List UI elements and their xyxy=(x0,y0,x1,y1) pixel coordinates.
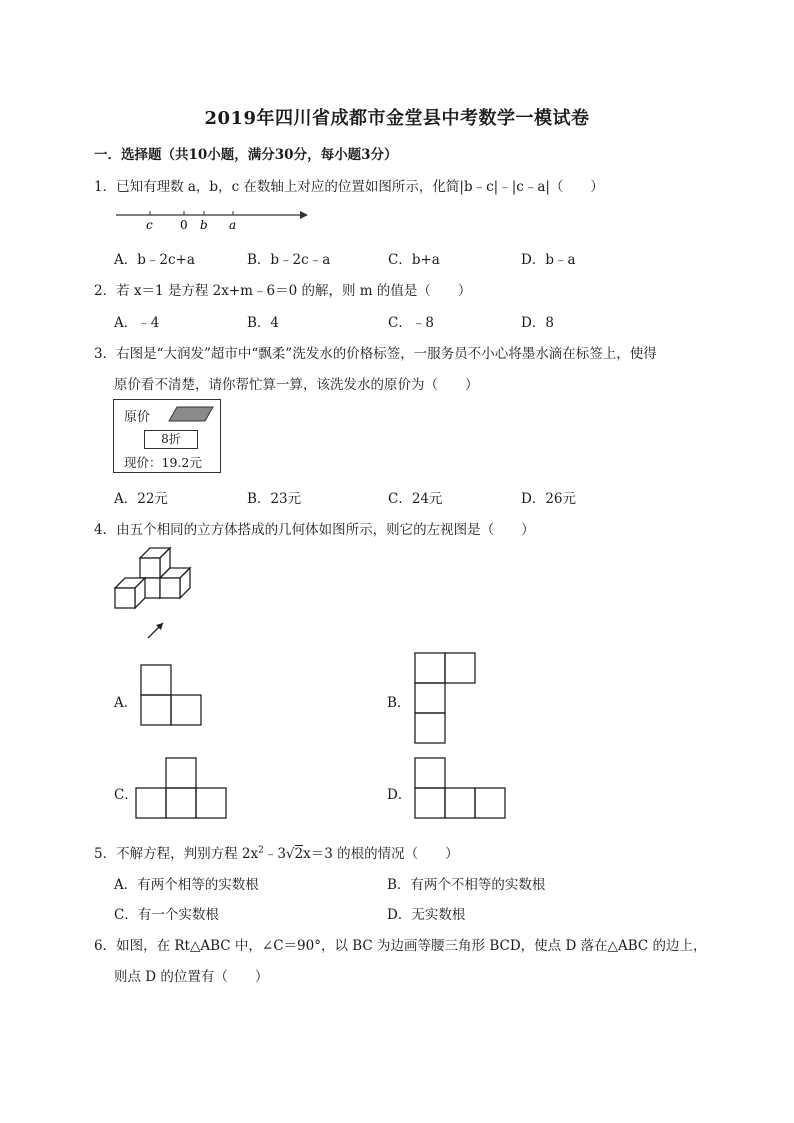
axis-label-c: c xyxy=(146,218,153,232)
q2-option-d: D．8 xyxy=(521,315,554,331)
price-tag-original-label: 原价 xyxy=(124,410,151,425)
q3-option-d: D．26元 xyxy=(521,491,577,507)
q1-option-d: D．b﹣a xyxy=(521,252,576,268)
number-line-figure xyxy=(110,205,315,235)
q1-option-b: B．b﹣2c﹣a xyxy=(247,252,331,268)
q2-option-c: C．﹣8 xyxy=(388,315,434,331)
q3-option-b: B．23元 xyxy=(247,491,302,507)
q4-option-d: D． xyxy=(387,787,412,803)
page-title: 2019年四川省成都市金堂县中考数学一模试卷 xyxy=(204,108,590,129)
q2-option-a: A．﹣4 xyxy=(114,315,160,331)
axis-label-a: a xyxy=(229,218,237,232)
section-heading: 一．选择题（共10小题，满分30分，每小题3分） xyxy=(94,147,398,163)
sqrt-symbol-icon: √ xyxy=(285,846,295,862)
price-tag-current-price: 现价：19.2元 xyxy=(124,455,202,470)
question-3-line-1: 3．右图是“大润发”超市中“飘柔”洗发水的价格标签，一服务员不小心将墨水滴在标签上，使得 xyxy=(94,346,657,362)
question-4-text: 4．由五个相同的立方体搭成的几何体如图所示，则它的左视图是（ ） xyxy=(94,522,535,538)
question-3-line-2: 原价看不清楚，请你帮忙算一算，该洗发水的原价为（ ） xyxy=(114,377,479,393)
cube-solid-figure xyxy=(108,540,203,646)
q4-option-a: A． xyxy=(114,695,138,711)
question-5-text: 5．不解方程，判别方程 $2x^2﹣3√2x=3$ 的根的情况（ ） xyxy=(94,845,459,862)
price-tag-discount: 8折 xyxy=(144,430,198,449)
q4-option-a-figure xyxy=(140,664,204,728)
q4-option-b-figure xyxy=(414,652,478,746)
q5-option-b: B．有两个不相等的实数根 xyxy=(387,877,546,893)
question-6-line-1: 6．如图，在 Rt△ABC 中，∠C＝90°，以 BC 为边画等腰三角形 BCD，使点 D 落在△ABC 的边上， xyxy=(94,938,707,954)
question-6-line-2: 则点 D 的位置有（ ） xyxy=(114,969,269,985)
q4-option-d-figure xyxy=(414,757,508,821)
q5-option-d: D．无实数根 xyxy=(387,907,466,923)
question-1-text: 1．已知有理数 a，b，c 在数轴上对应的位置如图所示，化简|b﹣c|﹣|c﹣a|（ ） xyxy=(94,179,604,195)
q1-option-c: C．b+a xyxy=(388,252,440,268)
q4-option-c-figure xyxy=(135,757,229,821)
axis-label-zero: 0 xyxy=(180,218,188,232)
price-tag-figure xyxy=(113,399,221,473)
q5-option-c: C．有一个实数根 xyxy=(114,907,219,923)
ink-blot-icon xyxy=(167,405,215,423)
q4-option-b: B． xyxy=(387,695,411,711)
q1-option-a: A．b﹣2c+a xyxy=(114,252,195,268)
q3-option-a: A．22元 xyxy=(114,491,168,507)
arrow-right-icon xyxy=(300,211,308,219)
axis-label-b: b xyxy=(200,218,208,232)
q2-option-b: B．4 xyxy=(247,315,280,331)
q5-option-a: A．有两个相等的实数根 xyxy=(114,877,259,893)
q3-option-c: C．24元 xyxy=(388,491,443,507)
q4-option-c: C． xyxy=(114,787,138,803)
question-2-text: 2．若 x＝1 是方程 2x+m﹣6＝0 的解，则 m 的值是（ ） xyxy=(94,283,472,299)
